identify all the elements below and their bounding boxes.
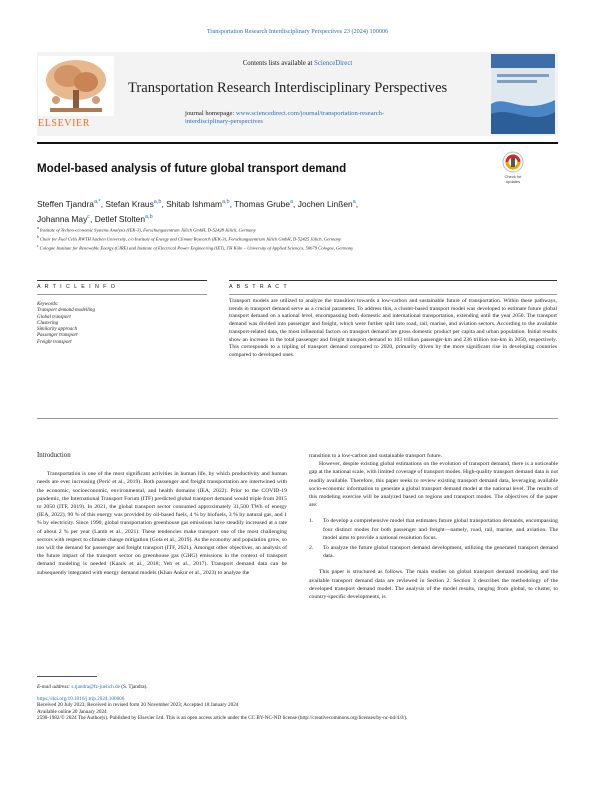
- crossmark-label-1: Check for: [504, 174, 522, 179]
- affiliations: [37, 226, 557, 252]
- keyword-item: Transport demand modelling: [37, 308, 96, 314]
- objective-item: [309, 544, 558, 560]
- author-line-1: Steffen Tjandra$^{a,*}$, Stefan Kraus$^{a,b}$, Shitab Ishmam$^{a,b}$, Thomas Grube$^a$, Jochen Linßen$^a$,: [37, 198, 359, 209]
- email-label: E-mail address:: [37, 684, 71, 690]
- intro-heading: Introduction: [37, 452, 71, 459]
- journal-homepage: [185, 110, 415, 127]
- author-name: Thomas Grube: [234, 198, 290, 209]
- article-title: Model-based analysis of future global transport demand: [37, 162, 347, 175]
- objectives-list: [309, 517, 558, 560]
- check-for-updates-icon[interactable]: [498, 150, 528, 186]
- doi-link[interactable]: https://doi.org/10.1016/j.trip.2024.100006: [37, 695, 125, 702]
- author-name: Johanna May: [37, 213, 88, 224]
- homepage-label: journal homepage:: [185, 110, 236, 117]
- author-affiliation-mark[interactable]: a,b: [221, 199, 230, 205]
- elsevier-tree-logo: [38, 56, 114, 116]
- journal-reference[interactable]: Transportation Research Interdisciplinary Perspectives 23 (2024) 100006: [206, 28, 389, 35]
- keyword-list: [37, 308, 207, 346]
- affiliation-item: [37, 226, 557, 233]
- affiliation-mark: a: [37, 226, 40, 230]
- footer: [37, 684, 558, 722]
- abstract-rule-top: [229, 280, 557, 281]
- affiliation-text: Cologne Institute for Renewable Energy (CIRE) and Institute of Electrical Power Engineering (IET), TH Köln – University of Applied Sciences, 50679 Cologne, Germany: [39, 245, 354, 251]
- objective-number: 2.: [309, 545, 314, 552]
- journal-title: Transportation Research Interdisciplinary Perspectives: [128, 80, 448, 96]
- body-right-column: [309, 452, 558, 601]
- author-affiliation-mark[interactable]: a,b: [144, 213, 153, 220]
- header-rule: [37, 142, 558, 144]
- affiliation-mark: c: [37, 243, 40, 248]
- publisher-name: ELSEVIER: [38, 118, 91, 129]
- keywords-label: Keywords:: [37, 302, 59, 307]
- right-paragraph-2: However, despite existing global estimations on the evolution of transport demand, there is a noticeable gap at the national scale, with limited coverage of transport modes. High-quality transport demand data is not readily available. Therefore, this paper seeks to review existing transport demand data, leveraging available socio-economic information to generate a global transport demand model at the national level. The results of this modeling exercise will be analyzed based on regions and transport modes. The objectives of the paper are:: [309, 461, 558, 509]
- footnote-rule: [37, 676, 97, 677]
- author-name: Jochen Linßen: [297, 198, 353, 209]
- objective-item: [309, 517, 558, 542]
- keywords-block: [37, 302, 207, 346]
- author-line-2: Johanna May$^c$, Detlef Stolten$^{a,b}$: [37, 213, 153, 224]
- author-name: Shitab Ishmam: [166, 198, 222, 209]
- abstract-text: Transport models are utilized to analyze the transition towards a low-carbon and sustainable future of transportation. Within these pathways, trends in transport demand serve as a crucial parameter. To address this, a cluster-based transport model was developed to estimate future global transport demand on a national level, encompassing both domestic and international transportation, extending until the year 2050. The transport demand was divided into passenger and freight, which were further split into road, rail, marine, and aviation sectors. According to the available transport-related data, the most influential factors on transport demand are gross domestic product per capita and urban population. Initial results show an increase in the total passenger and freight transport demand to 103 trillion passenger-km and 236 trillion ton-km in 2050, respectively. This corresponds to a tripling of transport demand compared to 2020, primarily driven by the more significant rise in developing countries compared to developed ones.: [229, 298, 557, 358]
- author-affiliation-mark[interactable]: c: [87, 213, 91, 220]
- journal-cover-image: [491, 54, 555, 134]
- author-list: [37, 196, 477, 226]
- author-name: Stefan Kraus: [105, 198, 154, 209]
- info-rule-mid: [37, 294, 207, 295]
- keyword-item: Clustering: [37, 320, 59, 326]
- crossmark-label-2: updates: [505, 179, 521, 184]
- abstract-heading: A B S T R A C T: [229, 284, 289, 290]
- author-name: Steffen Tjandra: [37, 198, 94, 209]
- article-info-heading: A R T I C L E I N F O: [37, 284, 117, 290]
- author-name: Detlef Stolten: [94, 213, 145, 224]
- objective-text: To develop a comprehensive model that estimates future global transportation demands, encompassing four distinct modes for both passenger and freight—namely, road, rail, marine, and aviation. The model aims to provide a national resolution focus.: [323, 518, 558, 541]
- author-affiliation-mark[interactable]: a: [289, 199, 294, 205]
- info-rule-top: [37, 280, 207, 281]
- right-paragraph-3: This paper is structured as follows. The main studies on global transport demand modeling and the available transport demand data are reviewed in Section 2. Section 3 describes the methodology of the developed transport demand model. The analysis of the model results, ranging from global, to cluster, to country-specific developments, is: [309, 569, 558, 601]
- keyword-item: Passenger transport: [37, 333, 78, 339]
- intro-paragraph-1: Transportation is one of the most significant activities in human life, by which productivity and human needs are ever increasing (Perić et al., 2019). Both passenger and freight transportation are intertwined with the economic, socioeconomic, environmental, and health domains (IEA, 2022). Prior to the COVID-19 pandemic, the International Transport Forum (ITF) predicted global transport demand would triple from 2015 to 2050 (ITF, 2019). In 2021, the global transport sector consumed approximately 31,500 TWh of energy (IEA, 2022), 90 % of this energy was provided by oil-based fuels, 4 % by biofuels, 3 % by natural gas, and 1 % by electricity. Since 1990, global transportation greenhouse gas emissions have steadily increased at a rate of about 2 % per year (Lamb et al., 2021). These tendencies make transport one of the most challenging sectors with respect to climate change mitigation (Gota et al., 2019). As the economy and population grow, so too will the demand for passenger and freight transport (ITF, 2021). Amongst other objectives, an analysis of the future impact of the transport sector on greenhouse gas (GHG) emissions in the context of transport demand modeling is needed (Kaack et al., 2018; Yeh et al., 2017). Transport demand data can be subsequently integrated with energy demand models (Khan Ankur et al., 2023) to analyze the: [37, 471, 287, 576]
- received-dates: Received 20 July 2023; Received in revised form 20 November 2023; Accepted 18 January 2024: [37, 702, 239, 709]
- email-owner: (S. Tjandra).: [121, 684, 148, 690]
- keyword-item: Global transport: [37, 314, 71, 320]
- homepage-link[interactable]: www.sciencedirect.com/journal/transportation-research-interdisciplinary-perspectives: [185, 110, 385, 126]
- affiliation-mark: b: [37, 234, 40, 239]
- email-link[interactable]: s.tjandra@fz-juelich.de: [71, 684, 120, 690]
- objective-number: 1.: [309, 518, 314, 525]
- available-online: Available online 20 January 2024: [37, 708, 107, 715]
- contents-prefix: Contents lists available at: [242, 60, 315, 67]
- author-affiliation-mark[interactable]: a: [352, 199, 356, 205]
- keyword-item: Similarity approach: [37, 327, 77, 333]
- objective-text: To analyze the future global transport demand development, utilizing the generated transport demand data.: [323, 545, 558, 560]
- license-text: 2590-1982/© 2024 The Author(s). Published by Elsevier Ltd. This is an open access article under the CC BY-NC-ND license (http://creativecommons.org/licenses/by-nc-nd/4.0/).: [37, 715, 408, 722]
- author-affiliation-mark[interactable]: a,*: [93, 199, 101, 205]
- keyword-item: Freight transport: [37, 339, 72, 345]
- affiliation-item: [37, 244, 557, 251]
- affiliation-text: Institute of Techno-economic Systems Analysis (IEK-3), Forschungszentrum Jülich GmbH, D-52428 Jülich, Germany: [39, 227, 256, 233]
- abstract-rule-mid: [229, 294, 557, 295]
- email-line: [37, 684, 558, 691]
- abstract-rule-bottom: [37, 418, 558, 419]
- affiliation-item: [37, 235, 557, 242]
- body-left-column: [37, 452, 287, 577]
- affiliation-text: Chair for Fuel Cells RWTH Aachen University, c/o Institute of Energy and Climate Research (IEK-3), Forschungszentrum Jülich GmbH, D-52425 Jülich, Germany: [39, 236, 341, 242]
- author-affiliation-mark[interactable]: a,b: [153, 199, 162, 205]
- sciencedirect-link[interactable]: ScienceDirect: [314, 60, 353, 67]
- right-paragraph-1: transition to a low-carbon and sustainable transport future.: [309, 453, 442, 459]
